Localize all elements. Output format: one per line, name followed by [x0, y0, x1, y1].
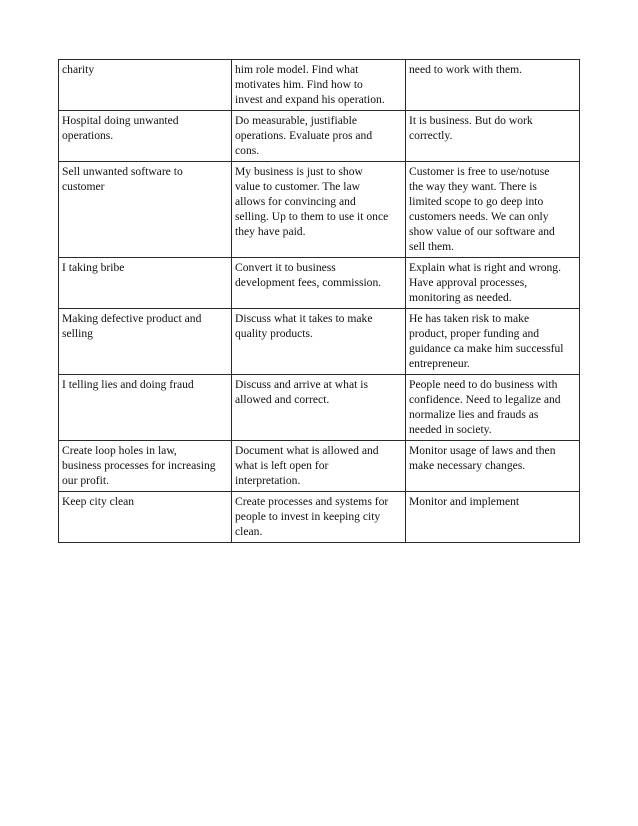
table-cell-situation: Keep city clean	[59, 492, 232, 543]
table-cell-action: Create processes and systems for people to invest in keeping city clean.	[232, 492, 406, 543]
table-cell-reason: He has taken risk to make product, proper funding and guidance ca make him successful entrepreneur.	[406, 309, 580, 375]
table-cell-action: My business is just to show value to customer. The law allows for convincing and selling. Up to them to use it once they have paid.	[232, 162, 406, 258]
table-row	[59, 309, 580, 375]
table-cell-reason: Explain what is right and wrong. Have approval processes, monitoring as needed.	[406, 258, 580, 309]
table-cell-action: him role model. Find what motivates him. Find how to invest and expand his operation.	[232, 60, 406, 111]
table-cell-action: Discuss what it takes to make quality products.	[232, 309, 406, 375]
table-cell-reason: People need to do business with confidence. Need to legalize and normalize lies and frauds as needed in society.	[406, 375, 580, 441]
table-cell-situation: charity	[59, 60, 232, 111]
table-row	[59, 375, 580, 441]
table-cell-action: Discuss and arrive at what is allowed and correct.	[232, 375, 406, 441]
table-row	[59, 258, 580, 309]
table-row	[59, 492, 580, 543]
table-cell-situation: Sell unwanted software to customer	[59, 162, 232, 258]
table-row	[59, 162, 580, 258]
table-cell-reason: Customer is free to use/notuse the way they want. There is limited scope to go deep into customers needs. We can only show value of our software and sell them.	[406, 162, 580, 258]
table-row	[59, 441, 580, 492]
table-cell-reason: need to work with them.	[406, 60, 580, 111]
table-cell-situation: Making defective product and selling	[59, 309, 232, 375]
table-cell-action: Convert it to business development fees, commission.	[232, 258, 406, 309]
table-cell-situation: Create loop holes in law, business processes for increasing our profit.	[59, 441, 232, 492]
ethics-table	[58, 59, 580, 543]
table-cell-action: Do measurable, justifiable operations. Evaluate pros and cons.	[232, 111, 406, 162]
table-row	[59, 60, 580, 111]
table-cell-situation: I taking bribe	[59, 258, 232, 309]
table-row	[59, 111, 580, 162]
table-cell-reason: Monitor and implement	[406, 492, 580, 543]
table-cell-action: Document what is allowed and what is left open for interpretation.	[232, 441, 406, 492]
table-cell-reason: Monitor usage of laws and then make necessary changes.	[406, 441, 580, 492]
table-cell-situation: I telling lies and doing fraud	[59, 375, 232, 441]
table-cell-situation: Hospital doing unwanted operations.	[59, 111, 232, 162]
table-cell-reason: It is business. But do work correctly.	[406, 111, 580, 162]
